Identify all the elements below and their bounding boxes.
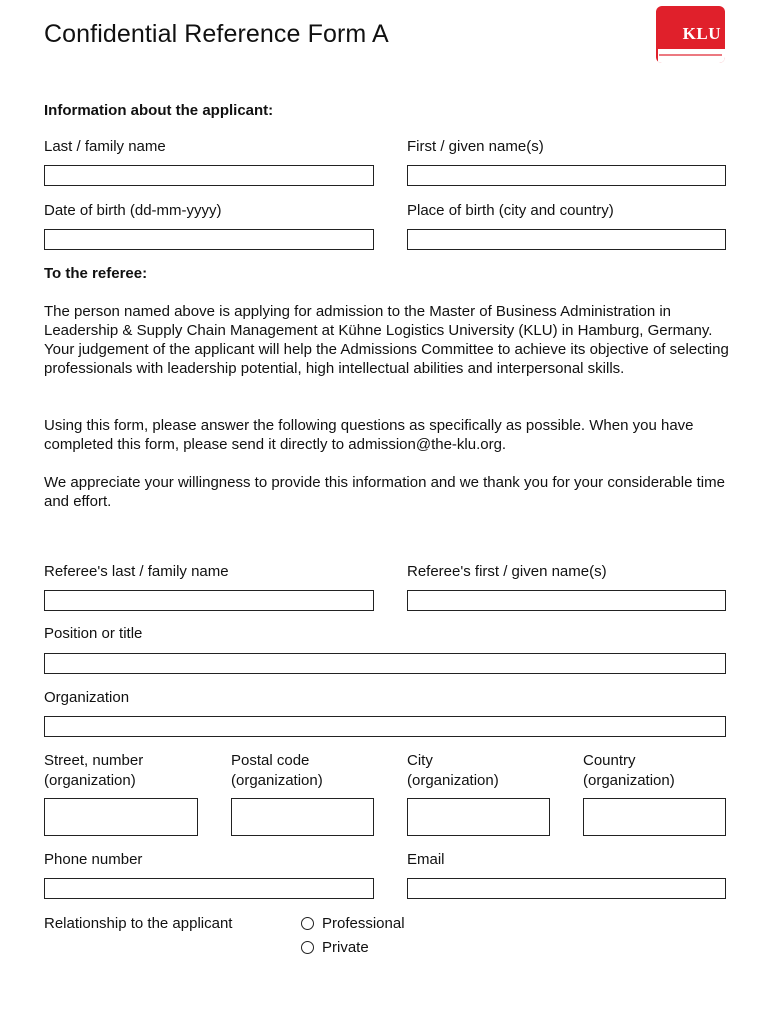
professional-option-label: Professional <box>322 915 405 932</box>
position-label: Position or title <box>44 625 143 642</box>
logo-text: KLU <box>682 24 721 43</box>
applicant-last-name-label: Last / family name <box>44 138 166 155</box>
postal-code-input[interactable] <box>231 798 374 836</box>
klu-logo <box>656 6 725 63</box>
applicant-heading: Information about the applicant: <box>44 102 274 119</box>
email-input[interactable] <box>407 878 726 899</box>
position-input[interactable] <box>44 653 726 674</box>
page-title: Confidential Reference Form A <box>44 20 389 48</box>
referee-heading: To the referee: <box>44 265 148 282</box>
organization-input[interactable] <box>44 716 726 737</box>
email-label: Email <box>407 851 445 868</box>
city-label-line1: City <box>407 752 433 769</box>
city-label-line2: (organization) <box>407 771 499 789</box>
postal-label-line1: Postal code <box>231 752 310 769</box>
private-option-label: Private <box>322 939 369 956</box>
phone-label: Phone number <box>44 851 143 868</box>
street-input[interactable] <box>44 798 198 836</box>
referee-first-name-label: Referee's first / given name(s) <box>407 563 607 580</box>
applicant-first-name-label: First / given name(s) <box>407 138 544 155</box>
street-label-line2: (organization) <box>44 771 136 789</box>
intro-paragraph-1: The person named above is applying for admission to the Master of Business Administration in Leadership & Supply Chain Management at Kühne Logistics University (KLU) in Hamburg, Germany. Your judgement of the applicant will help the Admissions Committee to achieve its objective of selecting professionals with leadership potential, high intellectual abilities and interpersonal skills. <box>44 303 729 377</box>
professional-radio[interactable] <box>301 917 314 930</box>
city-input[interactable] <box>407 798 550 836</box>
referee-first-name-input[interactable] <box>407 590 726 611</box>
referee-last-name-input[interactable] <box>44 590 374 611</box>
phone-input[interactable] <box>44 878 374 899</box>
private-radio[interactable] <box>301 941 314 954</box>
city-label <box>407 751 499 790</box>
country-label-line1: Country <box>583 752 636 769</box>
applicant-dob-label: Date of birth (dd-mm-yyyy) <box>44 202 222 219</box>
applicant-pob-input[interactable] <box>407 229 726 250</box>
country-label <box>583 751 675 790</box>
logo-tagline-mark <box>659 54 722 56</box>
postal-label-line2: (organization) <box>231 771 323 789</box>
country-input[interactable] <box>583 798 726 836</box>
intro-paragraph-2: Using this form, please answer the following questions as specifically as possible. When you have completed this form, please send it directly to admission@the-klu.org. <box>44 417 694 453</box>
referee-last-name-label: Referee's last / family name <box>44 563 229 580</box>
applicant-dob-input[interactable] <box>44 229 374 250</box>
street-label <box>44 751 143 790</box>
logo-tagline-band <box>658 49 725 63</box>
postal-label <box>231 751 323 790</box>
applicant-pob-label: Place of birth (city and country) <box>407 202 614 219</box>
intro-paragraph-3: We appreciate your willingness to provide this information and we thank you for your considerable time and effort. <box>44 474 725 510</box>
applicant-first-name-input[interactable] <box>407 165 726 186</box>
relationship-label: Relationship to the applicant <box>44 915 233 932</box>
country-label-line2: (organization) <box>583 771 675 789</box>
street-label-line1: Street, number <box>44 752 144 769</box>
applicant-last-name-input[interactable] <box>44 165 374 186</box>
organization-label: Organization <box>44 689 130 706</box>
